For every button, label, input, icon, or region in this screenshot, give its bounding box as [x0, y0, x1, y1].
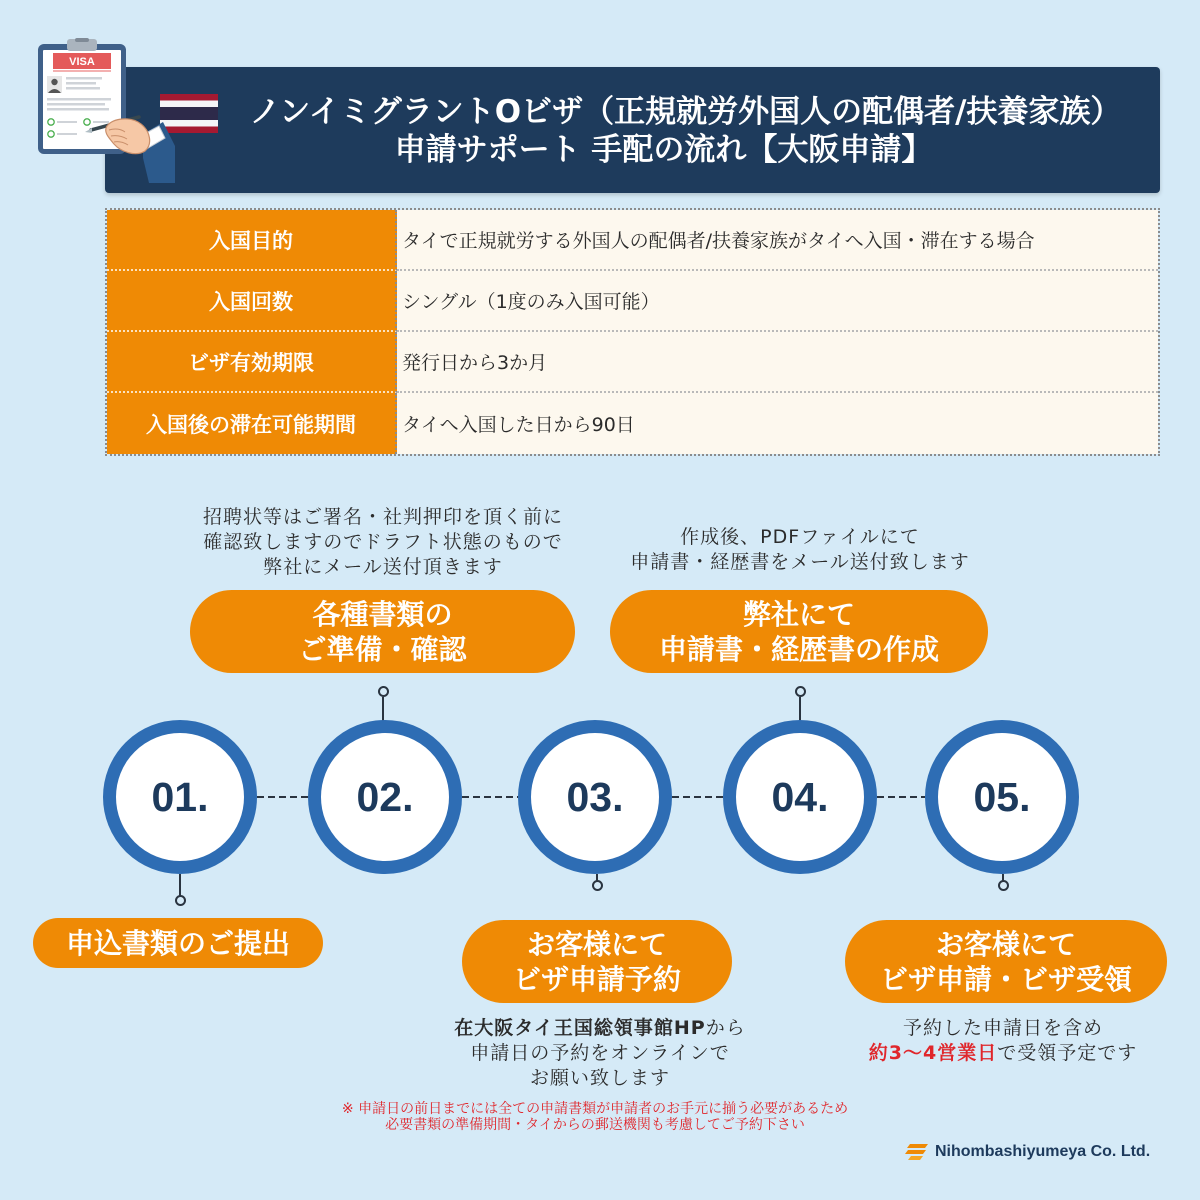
- row-value-validity: 発行日から3か月: [397, 332, 1158, 393]
- step-01-title-line: 申込書類のご提出: [65, 926, 290, 960]
- row-value-purpose: タイで正規就労する外国人の配偶者/扶養家族がタイへ入国・滞在する場合: [397, 210, 1158, 271]
- connector-03-04: [672, 796, 723, 798]
- step-01-pin-stem: [179, 874, 181, 896]
- step-03-note-line: お願い致します: [529, 1067, 670, 1089]
- step-04-title-line: 申請書・経歴書の作成: [658, 632, 939, 666]
- step-05-title-pill: [845, 920, 1167, 1003]
- step-03-pin-dot: [592, 880, 603, 891]
- footnote-line: ※ 申請日の前日までには全ての申請書類が申請者のお手元に揃う必要があるため: [341, 1101, 849, 1117]
- connector-01-02: [257, 796, 308, 798]
- visa-form-label: VISA: [69, 56, 95, 68]
- step-04-circle: [723, 720, 877, 874]
- step-01-circle: [103, 720, 257, 874]
- orange-stripes-logo-icon: [903, 1142, 929, 1162]
- row-value-stay-period: タイへ入国した日から90日: [397, 393, 1158, 454]
- company-name: Nihombashiyumeya Co. Ltd.: [935, 1143, 1151, 1160]
- step-04-number: 04.: [771, 773, 829, 820]
- step-04-note-line: 申請書・経歴書をメール送付致します: [630, 551, 970, 573]
- table-row: [107, 271, 1158, 332]
- row-label-entries: 入国回数: [107, 271, 397, 332]
- step-05-note-line: [833, 1041, 1173, 1066]
- step-05-note-text: で受領予定です: [997, 1042, 1138, 1064]
- step-02-circle: [308, 720, 462, 874]
- company-logo: [903, 1140, 1150, 1164]
- step-03-circle: [518, 720, 672, 874]
- step-05-circle: [925, 720, 1079, 874]
- table-row: [107, 210, 1158, 271]
- consulate-hp-text: 在大阪タイ王国総領事館HP: [454, 1017, 706, 1039]
- header-banner: [105, 67, 1160, 193]
- photo-placeholder-icon: [47, 76, 62, 93]
- step-02-note-line: 招聘状等はご署名・社判押印を頂く前に: [202, 506, 563, 528]
- step-02-title-line: ご準備・確認: [298, 632, 467, 666]
- step-03-note: [400, 1016, 800, 1091]
- step-02-note: [183, 505, 583, 580]
- step-03-title-line: お客様にて: [526, 927, 667, 961]
- row-label-purpose: 入国目的: [107, 210, 397, 271]
- table-row: [107, 393, 1158, 454]
- step-02-note-line: 確認致しますのでドラフト状態のもので: [203, 531, 563, 553]
- page-title: [223, 93, 1148, 169]
- step-02-note-line: 弊社にメール送付頂きます: [263, 556, 503, 578]
- step-04-pin-stem: [799, 697, 801, 721]
- visa-clipboard-illustration: [35, 38, 175, 183]
- step-03-title-line: ビザ申請予約: [512, 962, 681, 996]
- step-05-title-line: ビザ申請・ビザ受領: [879, 962, 1132, 996]
- step-03-number: 03.: [566, 773, 624, 820]
- row-label-stay-period: 入国後の滞在可能期間: [107, 393, 397, 454]
- step-04-pin-dot: [795, 686, 806, 697]
- step-04-note: [590, 525, 1010, 575]
- step-04-title-pill: [610, 590, 988, 673]
- step-02-pin-dot: [378, 686, 389, 697]
- business-days-highlight: 約3〜4営業日: [868, 1042, 998, 1064]
- step-01-pin-dot: [175, 895, 186, 906]
- row-label-validity: ビザ有効期限: [107, 332, 397, 393]
- step-04-title-line: 弊社にて: [742, 597, 855, 631]
- step-05-note: [833, 1016, 1173, 1066]
- step-02-title-pill: [190, 590, 575, 673]
- step-04-note-line: 作成後、PDFファイルにて: [680, 526, 920, 548]
- table-row: [107, 332, 1158, 393]
- visa-info-table: [105, 208, 1160, 456]
- step-03-note-line: 申請日の予約をオンラインで: [470, 1042, 730, 1064]
- connector-04-05: [877, 796, 925, 798]
- step-02-pin-stem: [382, 697, 384, 721]
- step-01-title-pill: [33, 918, 323, 968]
- footnote: [245, 1101, 945, 1133]
- title-line-2: 申請サポート 手配の流れ【大阪申請】: [394, 132, 933, 168]
- step-02-number: 02.: [356, 773, 414, 820]
- footnote-line: 必要書類の準備期間・タイからの郵送機関も考慮してご予約下さい: [385, 1117, 805, 1133]
- connector-02-03: [462, 796, 518, 798]
- title-line-1: ノンイミグラントOビザ（正規就労外国人の配偶者/扶養家族）: [249, 94, 1122, 130]
- step-05-pin-dot: [998, 880, 1009, 891]
- step-05-number: 05.: [973, 773, 1031, 820]
- step-03-note-text: から: [705, 1017, 746, 1039]
- step-05-note-line: 予約した申請日を含め: [902, 1017, 1103, 1039]
- step-05-title-line: お客様にて: [935, 927, 1076, 961]
- step-02-title-line: 各種書類の: [312, 597, 453, 631]
- step-03-note-line: [400, 1016, 800, 1041]
- step-01-number: 01.: [151, 773, 209, 820]
- row-value-entries: シングル（1度のみ入国可能）: [397, 271, 1158, 332]
- step-03-title-pill: [462, 920, 732, 1003]
